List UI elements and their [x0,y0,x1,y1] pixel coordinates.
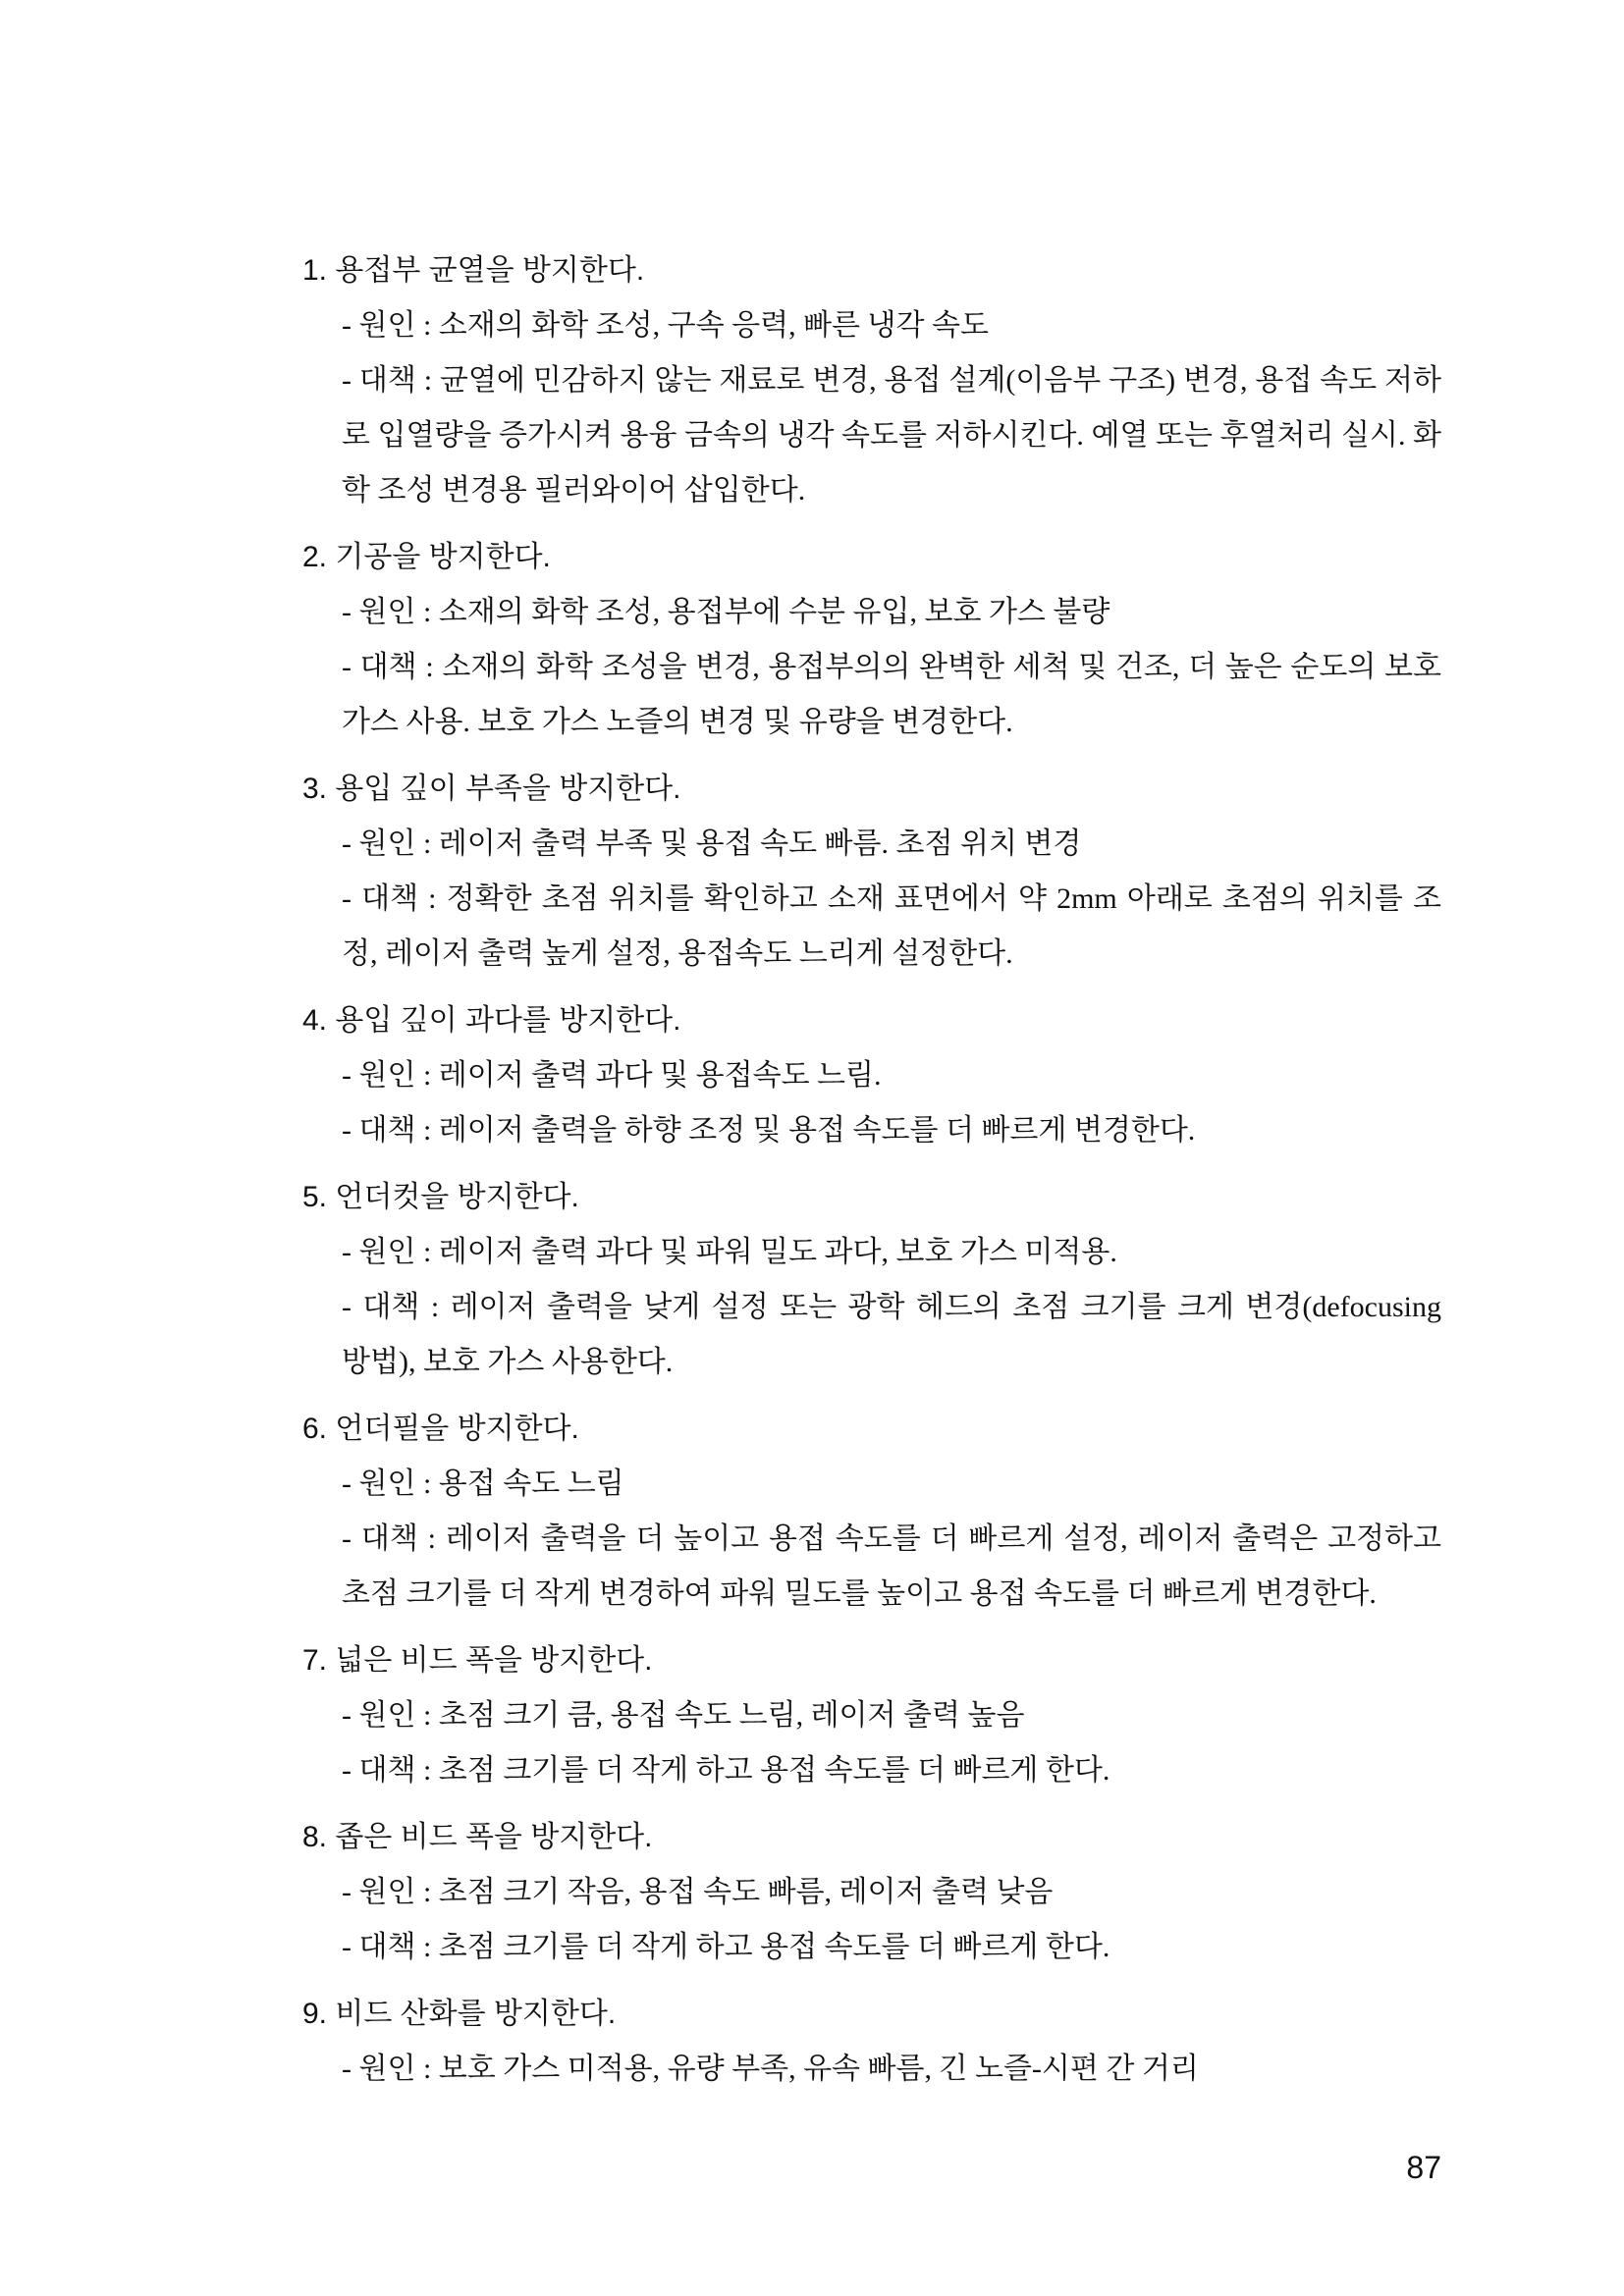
section-6 [302,1402,1441,1622]
section-9 [302,1987,1441,2097]
section-5 [302,1170,1441,1390]
text-line: 정, 레이저 출력 높게 설정, 용접속도 느리게 설정한다. [342,937,1013,970]
section-2 [302,530,1441,750]
text-line: 방법), 보호 가스 사용한다. [342,1346,674,1378]
section-heading: 5. 언더컷을 방지한다. [302,1181,579,1213]
text-line: - 원인 : 레이저 출력 과다 및 파워 밀도 과다, 보호 가스 미적용. [342,1236,1117,1268]
remedy-item [302,640,1441,750]
section-heading: 3. 용입 깊이 부족을 방지한다. [302,773,681,805]
text-line: 가스 사용. 보호 가스 노즐의 변경 및 유량을 변경한다. [342,706,1013,738]
remedy-item [302,1920,1441,1975]
cause-item [302,817,1441,872]
section-1 [302,243,1441,518]
text-line: 초점 크기를 더 작게 변경하여 파워 밀도를 높이고 용접 속도를 더 빠르게 변경한다. [342,1577,1377,1610]
text-line: 로 입열량을 증가시켜 용융 금속의 냉각 속도를 저하시킨다. 예열 또는 후열처리 실시. 화 [342,419,1441,452]
section-heading: 7. 넓은 비드 폭을 방지한다. [302,1644,653,1677]
text-line: - 대책 : 레이저 출력을 하향 조정 및 용접 속도를 더 빠르게 변경한다. [342,1114,1196,1147]
section-3 [302,762,1441,982]
cause-item [302,1457,1441,1512]
text-line: - 대책 : 균열에 민감하지 않는 재료로 변경, 용접 설계(이음부 구조) 변경, 용접 속도 저하 [342,364,1441,397]
text-line: 학 조성 변경용 필러와이어 삽입한다. [342,474,806,507]
section-heading: 8. 좁은 비드 폭을 방지한다. [302,1821,653,1853]
text-line: - 원인 : 소재의 화학 조성, 구속 응력, 빠른 냉각 속도 [342,309,989,342]
cause-item [302,585,1441,640]
text-line: - 원인 : 레이저 출력 과다 및 용접속도 느림. [342,1059,882,1092]
remedy-item [302,872,1441,982]
text-line: - 원인 : 레이저 출력 부족 및 용접 속도 빠름. 초점 위치 변경 [342,828,1082,860]
text-line: - 원인 : 용접 속도 느림 [342,1468,624,1500]
cause-item [302,1225,1441,1280]
cause-item [302,2042,1441,2097]
text-line: - 대책 : 정확한 초점 위치를 확인하고 소재 표면에서 약 2mm 아래로 초점의 위치를 조 [342,882,1441,915]
page-number: 87 [1406,2150,1441,2185]
section-8 [302,1810,1441,1975]
section-heading: 6. 언더필을 방지한다. [302,1413,579,1445]
text-line: - 대책 : 소재의 화학 조성을 변경, 용접부의의 완벽한 세척 및 건조, 더 높은 순도의 보호 [342,651,1441,683]
text-line: - 원인 : 보호 가스 미적용, 유량 부족, 유속 빠름, 긴 노즐-시편 간 거리 [342,2053,1199,2085]
text-line: - 대책 : 초점 크기를 더 작게 하고 용접 속도를 더 빠르게 한다. [342,1931,1110,1963]
cause-item [302,1865,1441,1920]
text-line: - 원인 : 소재의 화학 조성, 용접부에 수분 유입, 보호 가스 불량 [342,596,1110,628]
document-body [302,243,1441,2109]
text-line: - 대책 : 초점 크기를 더 작게 하고 용접 속도를 더 빠르게 한다. [342,1754,1110,1787]
text-line: - 원인 : 초점 크기 작음, 용접 속도 빠름, 레이저 출력 낮음 [342,1876,1054,1908]
section-heading: 1. 용접부 균열을 방지한다. [302,254,645,287]
cause-item [302,1048,1441,1103]
remedy-item [302,353,1441,518]
section-heading: 4. 용입 깊이 과다를 방지한다. [302,1004,681,1037]
section-4 [302,993,1441,1158]
text-line: - 대책 : 레이저 출력을 낮게 설정 또는 광학 헤드의 초점 크기를 크게 변경(defocusing [342,1291,1441,1323]
section-heading: 9. 비드 산화를 방지한다. [302,1998,617,2030]
remedy-item [302,1512,1441,1622]
remedy-item [302,1103,1441,1158]
remedy-item [302,1280,1441,1390]
section-7 [302,1633,1441,1798]
cause-item [302,298,1441,353]
text-line: - 대책 : 레이저 출력을 더 높이고 용접 속도를 더 빠르게 설정, 레이저 출력은 고정하고 [342,1522,1441,1555]
cause-item [302,1688,1441,1743]
section-heading: 2. 기공을 방지한다. [302,541,551,573]
text-line: - 원인 : 초점 크기 큼, 용접 속도 느림, 레이저 출력 높음 [342,1699,1025,1732]
remedy-item [302,1743,1441,1798]
